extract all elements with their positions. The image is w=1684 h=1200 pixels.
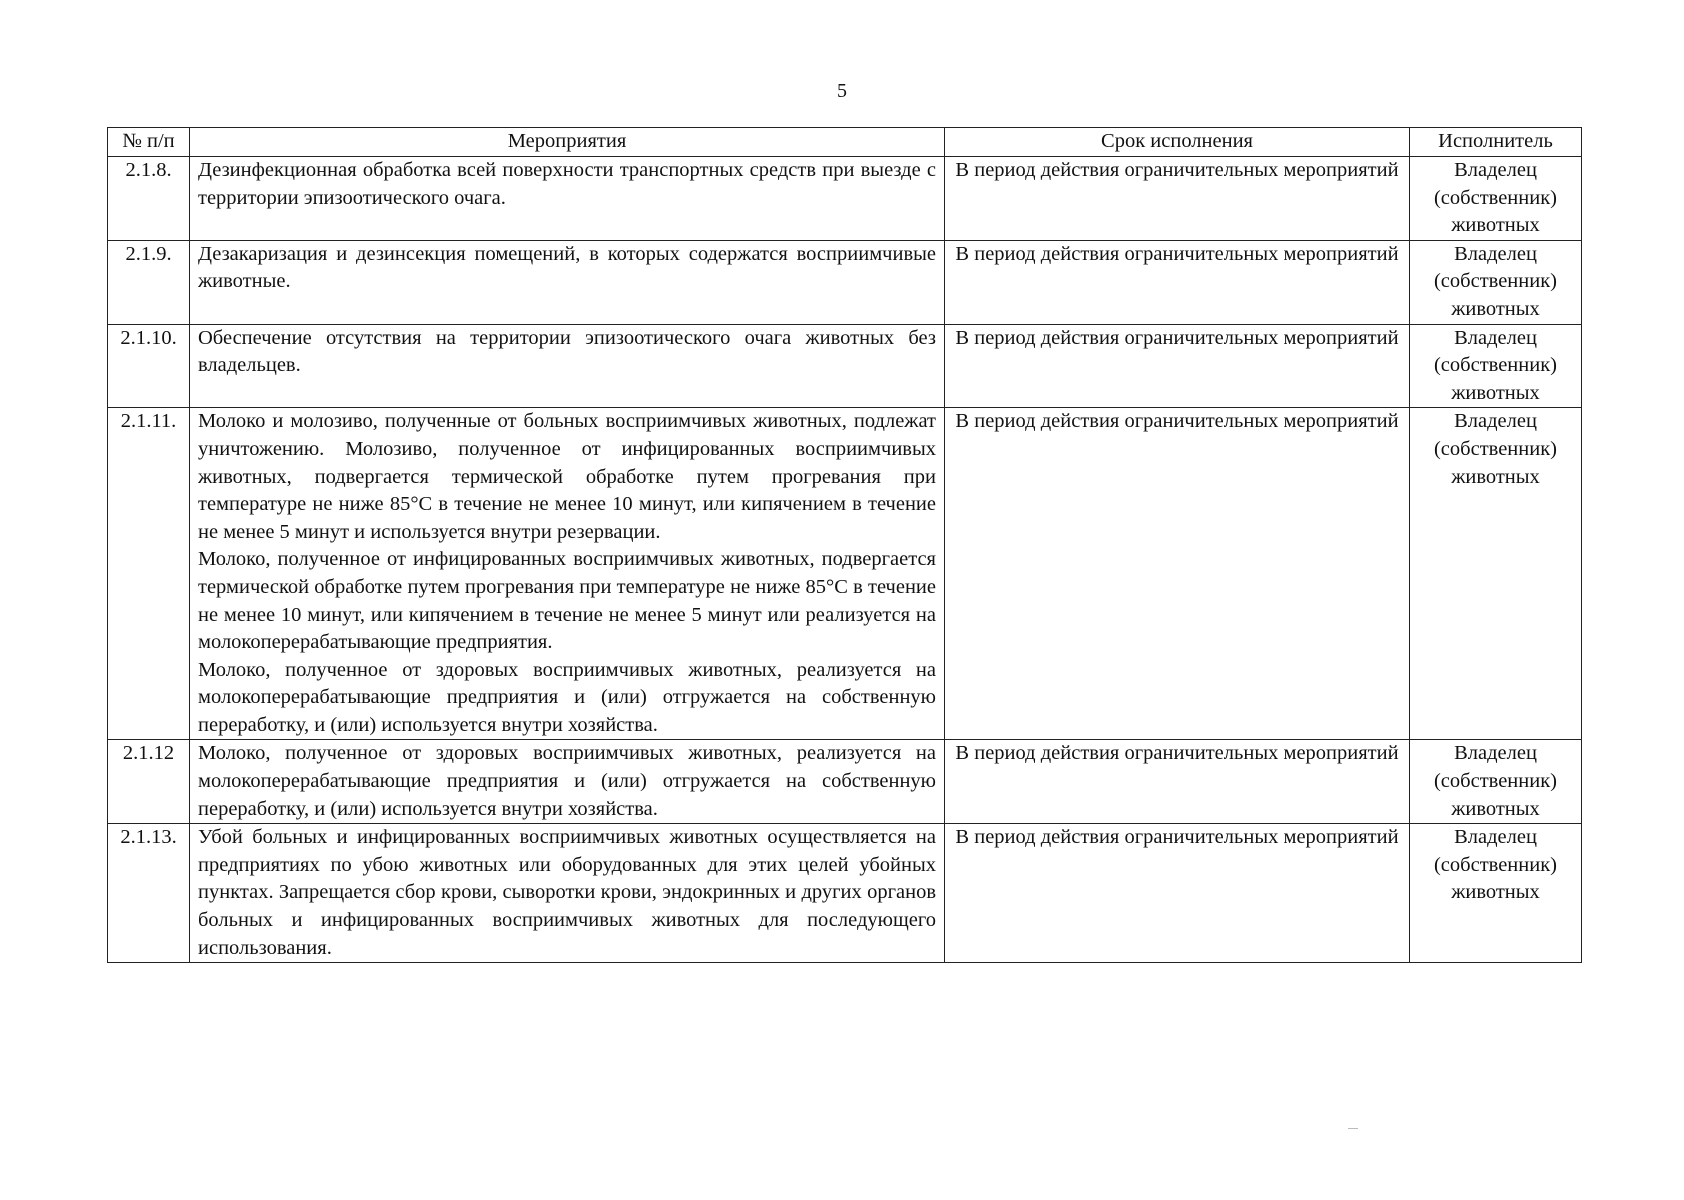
row-number: 2.1.11. [108,408,190,740]
executor-line: Владелец [1454,242,1537,265]
header-activity: Мероприятия [190,128,945,157]
executor-line: Владелец [1454,326,1537,349]
activity-paragraph: Обеспечение отсутствия на территории эпизоотического очага животных без владельцев. [198,326,936,377]
activity-paragraph: Молоко, полученное от здоровых восприимчивых животных, реализуется на молокоперерабатывающие предприятия и (или) отгружается на собственную переработку, и (или) используется внутри хозяйства. [198,658,936,736]
table-row [108,324,1582,408]
row-deadline: В период действия ограничительных мероприятий [945,324,1410,408]
activity-paragraph: Дезакаризация и дезинсекция помещений, в которых содержатся восприимчивые животные. [198,242,936,293]
activity-paragraph: Молоко и молозиво, полученные от больных восприимчивых животных, подлежат уничтожению. Молозиво, полученное от инфицированных восприимчивых животных, подвергается термической обработке путем прогревания при температуре не ниже 85°С в течение не менее 10 минут, или кипячением в течение не менее 5 минут и используется внутри резервации. [198,410,936,543]
table-row [108,408,1582,740]
row-number: 2.1.13. [108,824,190,963]
executor-line: Владелец [1454,826,1537,849]
row-number: 2.1.10. [108,324,190,408]
activity-paragraph: Убой больных и инфицированных восприимчивых животных осуществляется на предприятиях по убою животных или оборудованных для этих целей убойных пунктах. Запрещается сбор крови, сыворотки крови, эндокринных и других органов больных и инфицированных восприимчивых животных для последующего использования. [198,826,936,959]
table-row [108,157,1582,241]
executor-line: Владелец [1454,742,1537,765]
scan-artifact [1348,1128,1358,1129]
row-deadline: В период действия ограничительных мероприятий [945,740,1410,824]
executor-line: (собственник) [1433,354,1558,377]
table-row [108,740,1582,824]
activity-paragraph: Молоко, полученное от инфицированных восприимчивых животных, подвергается термической обработке путем прогревания при температуре не ниже 85°С в течение не менее 10 минут, или кипячением в течение не менее 5 минут или реализуется на молокоперерабатывающие предприятия. [198,548,936,654]
table-header-row [108,128,1582,157]
activity-paragraph: Молоко, полученное от здоровых восприимчивых животных, реализуется на молокоперерабатывающие предприятия и (или) отгружается на собственную переработку, и (или) используется внутри хозяйства. [198,742,936,820]
header-executor: Исполнитель [1410,128,1582,157]
table-row [108,240,1582,324]
executor-line: животных [1451,381,1540,404]
row-activity [190,324,945,408]
row-deadline: В период действия ограничительных мероприятий [945,824,1410,963]
executor-line: (собственник) [1433,853,1558,876]
executor-line: животных [1451,881,1540,904]
measures-table [107,127,1582,963]
activity-paragraph: Дезинфекционная обработка всей поверхности транспортных средств при выезде с территории эпизоотического очага. [198,159,936,209]
executor-line: животных [1451,214,1540,237]
page-number: 5 [837,80,847,102]
row-activity [190,740,945,824]
executor-line: (собственник) [1433,186,1558,209]
executor-line: животных [1451,797,1540,820]
row-activity [190,240,945,324]
executor-line: (собственник) [1433,770,1558,793]
executor-line: животных [1451,297,1540,320]
row-executor [1410,824,1582,963]
executor-line: Владелец [1454,159,1537,181]
row-number: 2.1.12 [108,740,190,824]
header-number: № п/п [108,128,190,157]
row-executor [1410,408,1582,740]
executor-line: животных [1451,465,1540,488]
executor-line: Владелец [1454,410,1537,433]
header-deadline: Срок исполнения [945,128,1410,157]
table-row [108,824,1582,963]
row-number: 2.1.8. [108,157,190,241]
executor-line: (собственник) [1433,437,1558,460]
row-executor [1410,740,1582,824]
row-activity [190,824,945,963]
row-executor [1410,157,1582,241]
row-activity [190,408,945,740]
row-activity [190,157,945,241]
row-deadline: В период действия ограничительных мероприятий [945,240,1410,324]
executor-line: (собственник) [1433,270,1558,293]
row-executor [1410,240,1582,324]
row-executor [1410,324,1582,408]
row-number: 2.1.9. [108,240,190,324]
row-deadline: В период действия ограничительных мероприятий [945,408,1410,740]
row-deadline: В период действия ограничительных мероприятий [945,157,1410,241]
